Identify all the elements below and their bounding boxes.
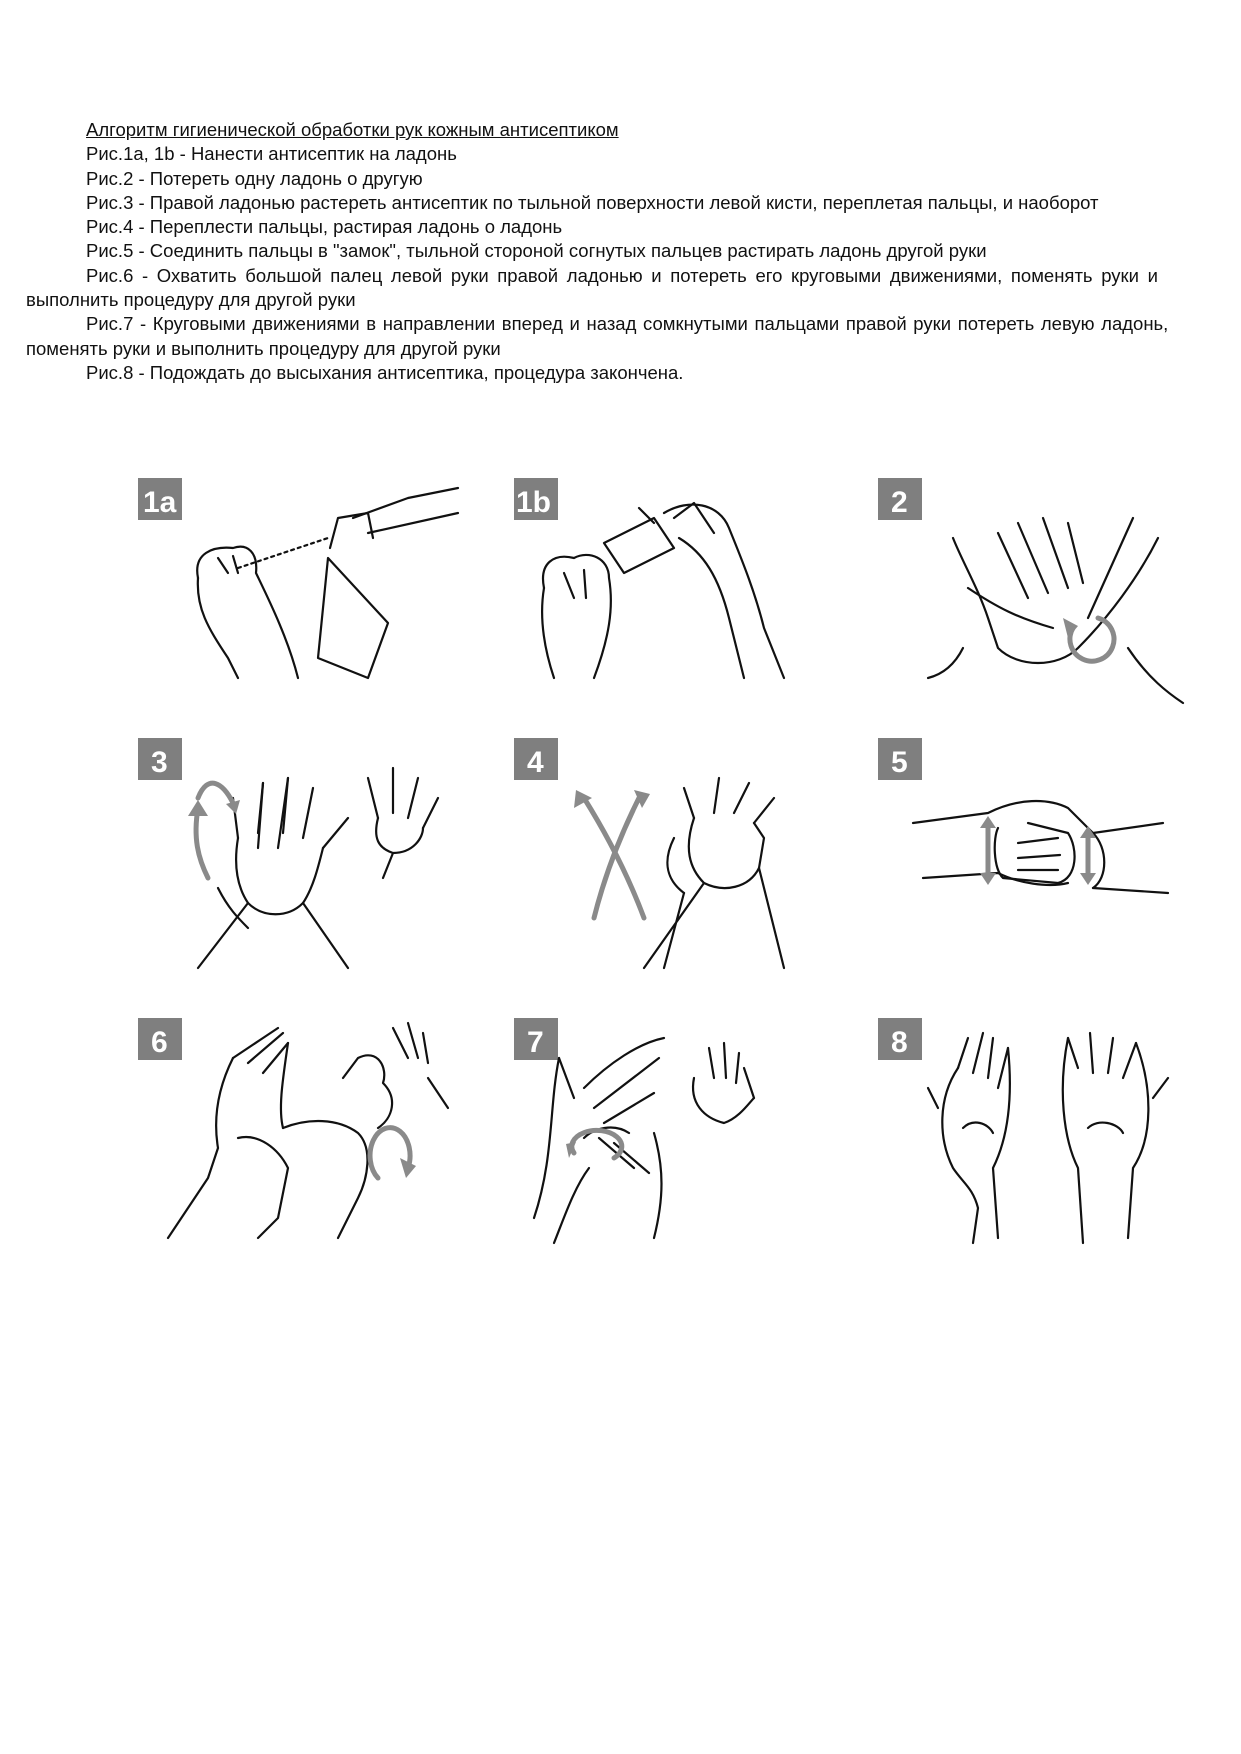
instruction-line-7: Рис.7 - Круговыми движениями в направлении вперед и назад сомкнутыми пальцами правой руки потереть левую ладонь, — [86, 313, 1169, 335]
instruction-line-3: Рис.3 - Правой ладонью растереть антисептик по тыльной поверхности левой кисти, переплетая пальцы, и наоборот — [86, 191, 1099, 213]
figure-8 — [878, 1018, 1198, 1258]
hand-bottle-pour-icon — [514, 478, 834, 718]
instruction-line-1: Рис.1a, 1b - Нанести антисептик на ладонь — [86, 143, 457, 165]
palm-rub-icon — [878, 478, 1198, 718]
instruction-line-7-cont: поменять руки и выполнить процедуру для другой руки — [26, 337, 501, 359]
locked-fingers-icon — [878, 738, 1198, 978]
svg-text:8: 8 — [891, 1026, 908, 1059]
svg-text:2: 2 — [891, 486, 908, 519]
figure-2 — [878, 478, 1198, 718]
instruction-line-6-cont: выполнить процедуру для другой руки — [26, 289, 356, 311]
open-palms-drying-icon — [878, 1018, 1198, 1258]
interlaced-fingers-icon — [514, 738, 834, 978]
document-title: Алгоритм гигиенической обработки рук кожным антисептиком — [86, 119, 619, 140]
svg-text:3: 3 — [151, 746, 168, 779]
svg-text:1a: 1a — [143, 486, 177, 519]
hand-pump-dispenser-icon — [138, 478, 458, 718]
figure-4 — [514, 738, 834, 978]
instruction-line-5: Рис.5 - Соединить пальцы в "замок", тыльной стороной согнутых пальцев растирать ладонь другой руки — [86, 240, 987, 262]
figure-1b — [514, 478, 834, 718]
fingertip-palm-rub-icon — [514, 1018, 834, 1258]
svg-text:5: 5 — [891, 746, 908, 779]
figure-6 — [138, 1018, 458, 1258]
figure-1a — [138, 478, 458, 718]
thumb-rotation-icon — [138, 1018, 458, 1258]
instructions-text — [0, 118, 1241, 385]
svg-text:7: 7 — [527, 1026, 544, 1059]
figure-3 — [138, 738, 458, 978]
instruction-line-8: Рис.8 - Подождать до высыхания антисептика, процедура закончена. — [86, 361, 684, 383]
svg-text:1b: 1b — [516, 486, 552, 519]
svg-text:4: 4 — [527, 746, 544, 779]
instruction-line-2: Рис.2 - Потереть одну ладонь о другую — [86, 167, 423, 189]
instruction-line-4: Рис.4 - Переплести пальцы, растирая ладонь о ладонь — [86, 216, 563, 238]
svg-text:6: 6 — [151, 1026, 168, 1059]
back-of-hand-rub-icon — [138, 738, 458, 978]
instruction-line-6: Рис.6 - Охватить большой палец левой руки правой ладонью и потереть его круговыми движениями, поменять руки и — [86, 264, 1158, 286]
figure-7 — [514, 1018, 834, 1258]
figure-5 — [878, 738, 1198, 978]
